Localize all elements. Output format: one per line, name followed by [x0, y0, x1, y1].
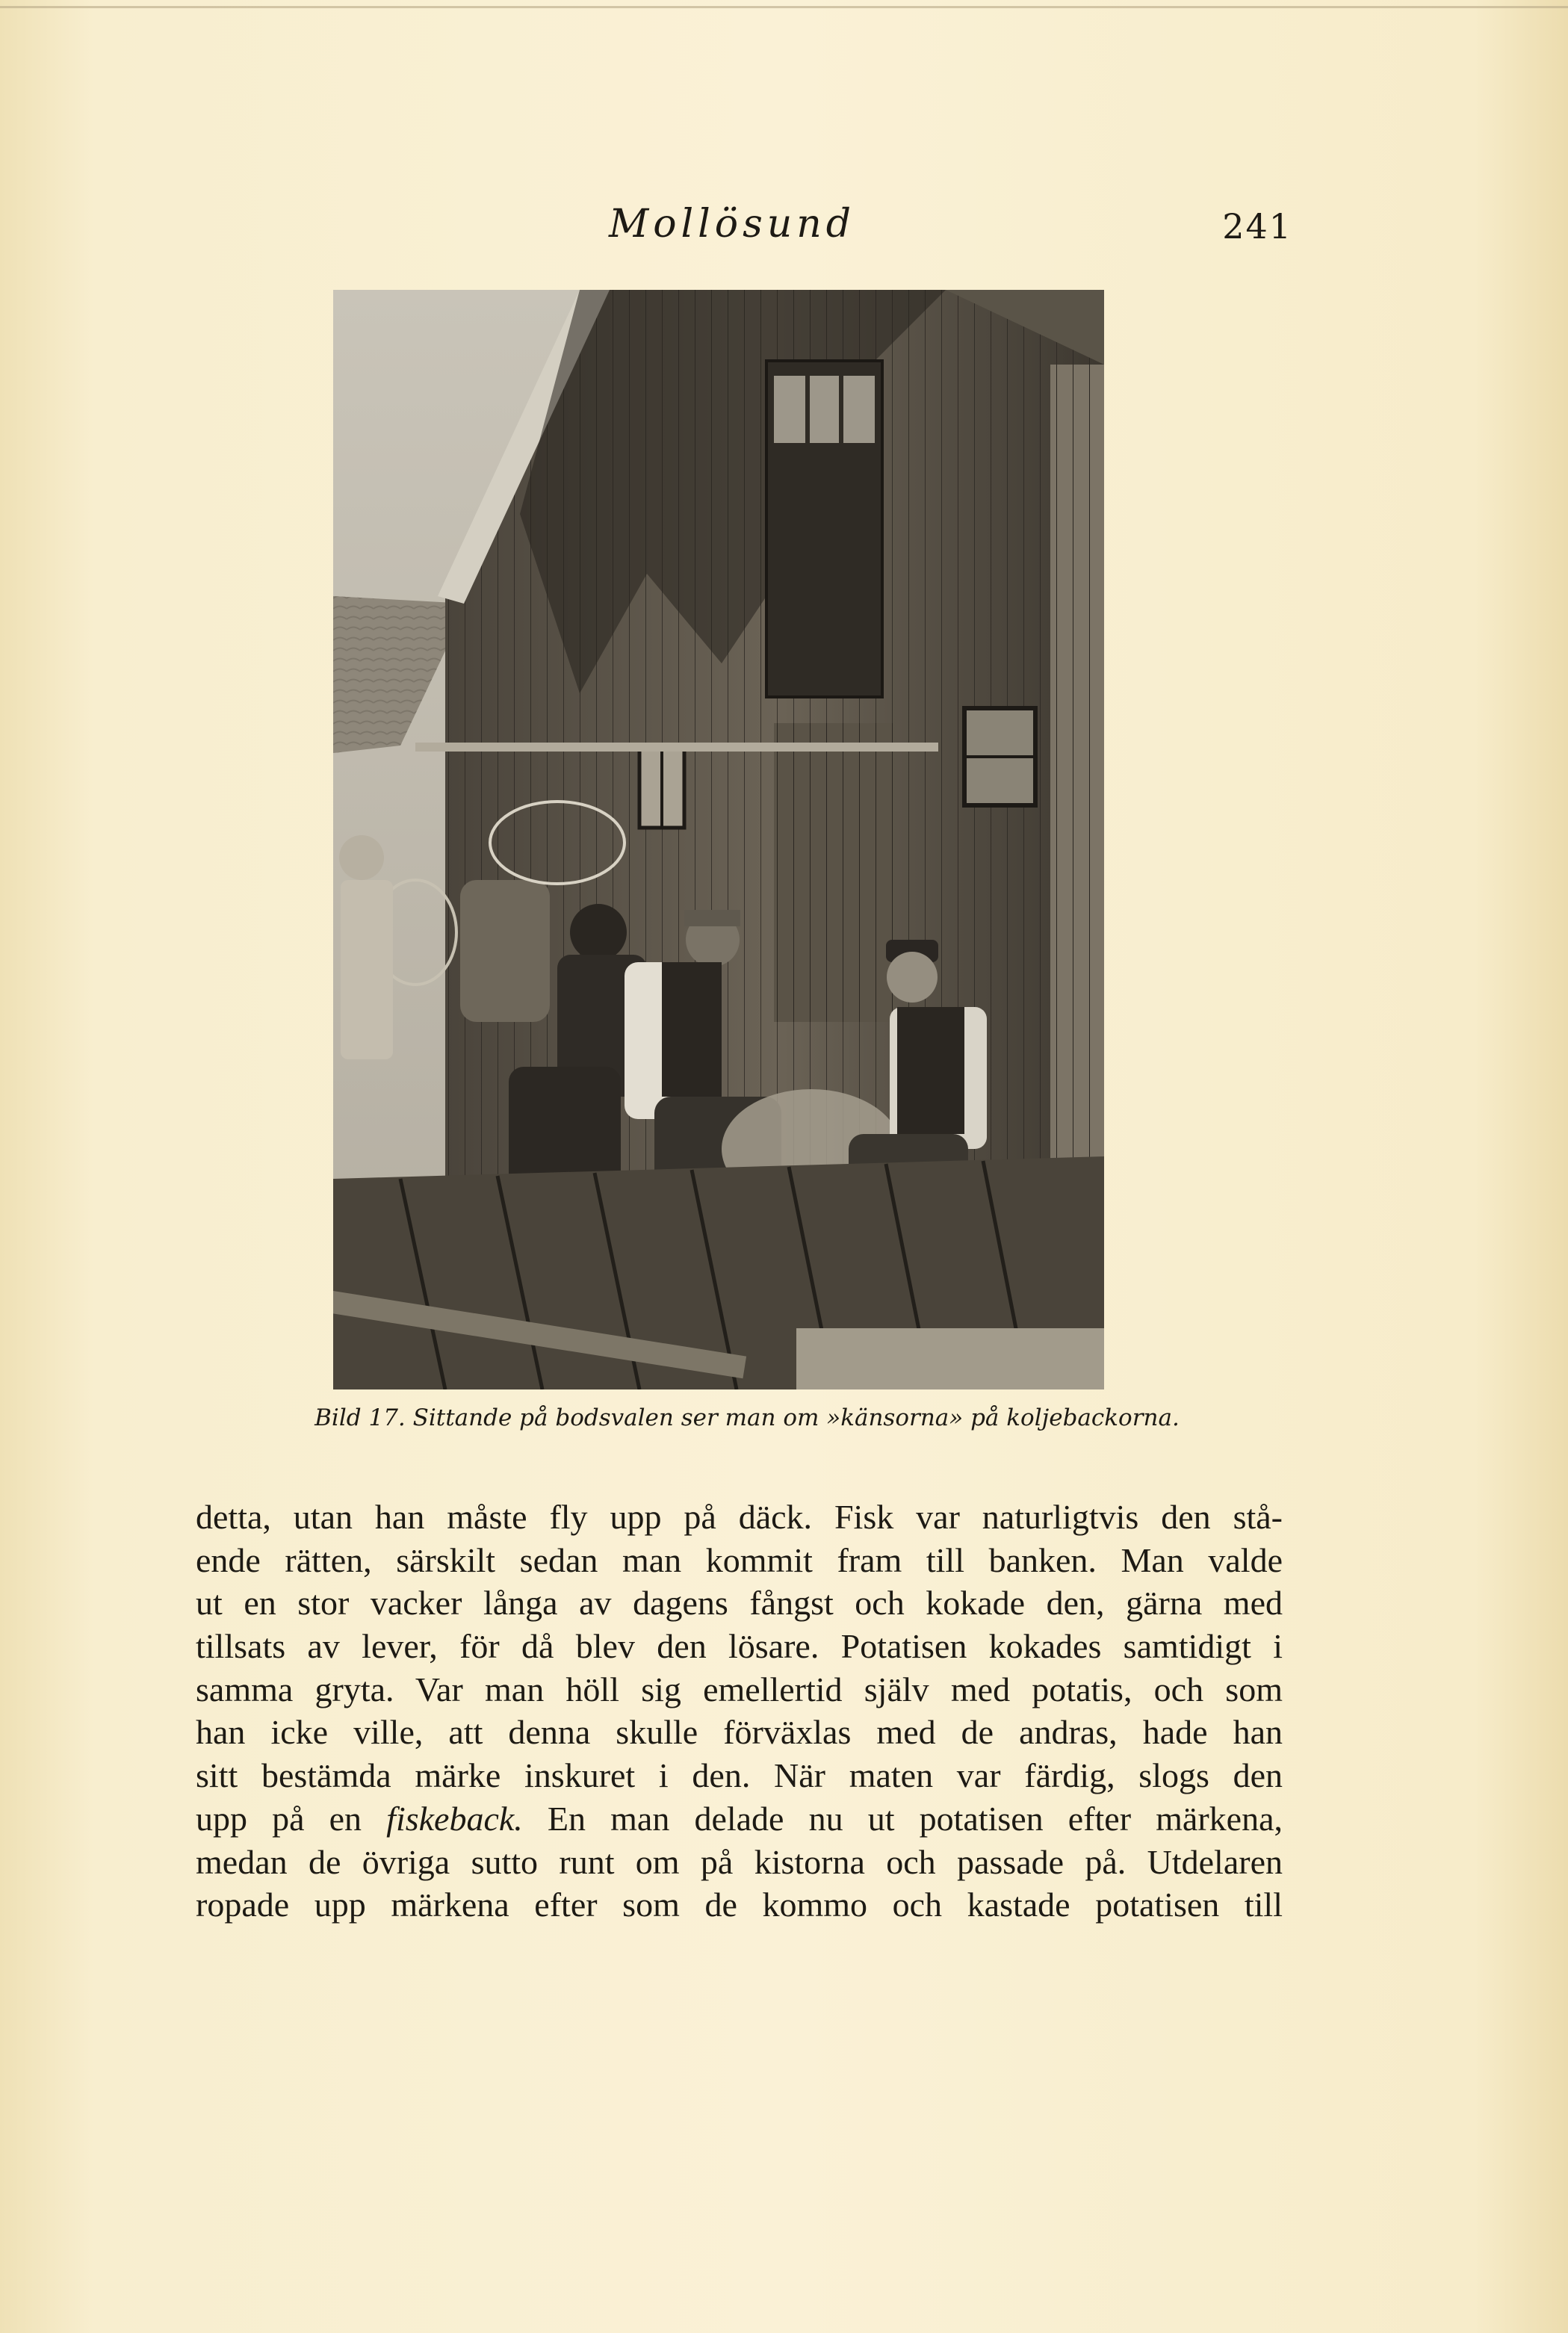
page-top-edge [0, 6, 1568, 8]
body-text [196, 1496, 1283, 1927]
running-header-title: Mollösund [608, 202, 856, 247]
body-line: medan de övriga sutto runt om på kistorna och passade på. Utdelaren [196, 1842, 1283, 1881]
body-line: ropade upp märkena efter som de kommo och kastade potatisen till [196, 1886, 1283, 1924]
page-number: 241 [1222, 206, 1292, 247]
body-line: samma gryta. Var man höll sig emellertid själv med potatis, och som [196, 1670, 1283, 1708]
photo-illustration [333, 290, 1104, 1389]
italic-term: fiskeback. [386, 1799, 523, 1838]
body-line: sitt bestämda märke inskuret i den. När maten var färdig, slogs den [196, 1756, 1283, 1795]
body-line: tillsats av lever, för då blev den lösare. Potatisen kokades samtidigt i [196, 1627, 1283, 1666]
body-line: detta, utan han måste fly upp på däck. Fisk var naturligtvis den stå- [196, 1498, 1283, 1536]
body-line-with-term [196, 1797, 1283, 1841]
body-line-end: En man delade nu ut potatisen efter märkena, [522, 1799, 1283, 1838]
body-line: han icke ville, att denna skulle förväxlas med de andras, hade han [196, 1713, 1283, 1752]
body-line-start: upp på en [196, 1799, 387, 1838]
body-line: ut en stor vacker långa av dagens fångst och kokade den, gärna med [196, 1584, 1283, 1623]
figure-photograph [333, 290, 1104, 1389]
figure-caption: Bild 17. Sittande på bodsvalen ser man om »känsorna» på koljebackorna. [314, 1404, 1180, 1431]
body-line: ende rätten, särskilt sedan man kommit fram till banken. Man valde [196, 1540, 1283, 1579]
